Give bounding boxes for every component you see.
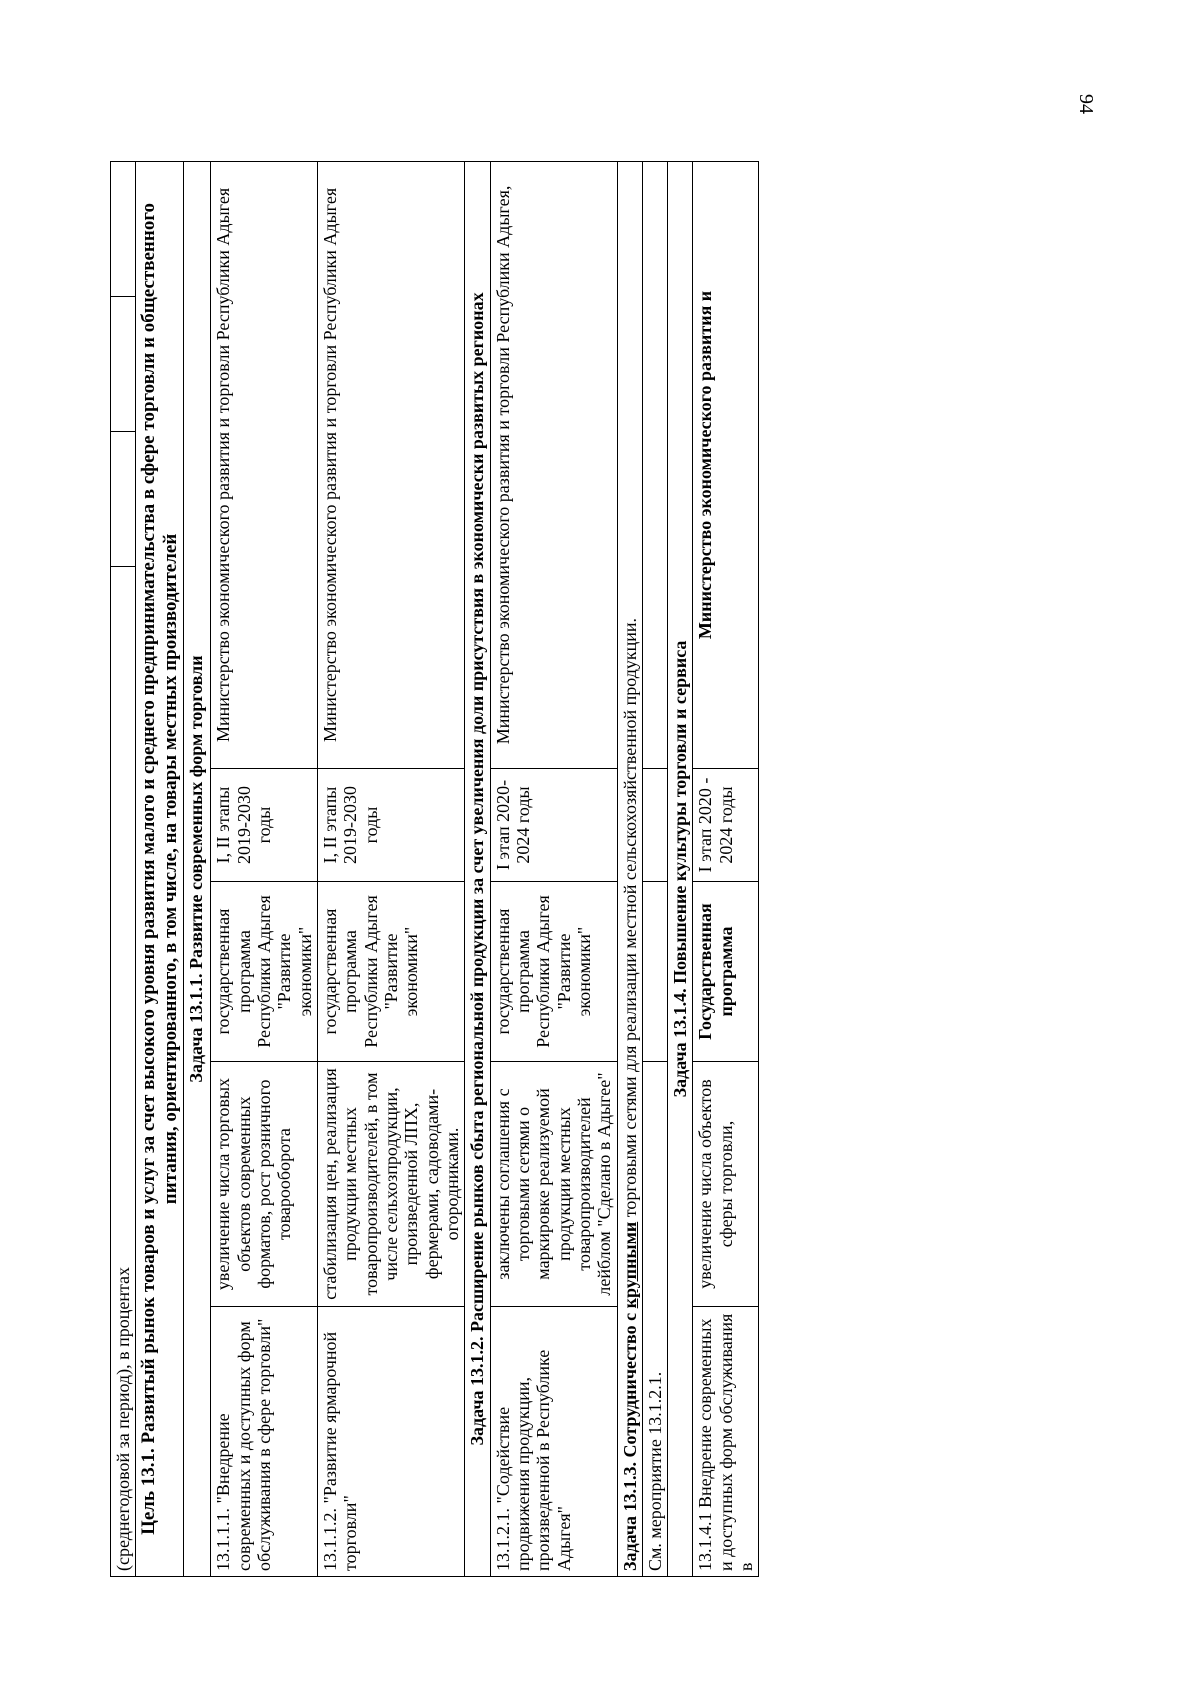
expected-result: увеличение числа торговых объектов современных форматов, рост розничного товарооборота bbox=[211, 1062, 318, 1307]
period: I этап 2020 - 2024 годы bbox=[693, 769, 759, 882]
task-1-4-title-row bbox=[668, 161, 693, 1576]
measure-row bbox=[693, 161, 759, 1576]
note-empty-cell-1 bbox=[642, 882, 667, 1062]
task-1-3-title bbox=[617, 161, 642, 1576]
measure-name: 13.1.4.1 Внедрение современных и доступных форм обслуживания в bbox=[693, 1307, 759, 1577]
header-empty-cell-3 bbox=[111, 161, 136, 296]
goal-title: Цель 13.1. Развитый рынок товаров и услуг за счет высокого уровня развития малого и среднего предпринимательства в сфере торговли и общественного питания, ориентированного, в том числе, на товары местных производителей bbox=[136, 161, 184, 1576]
measures-table bbox=[110, 161, 759, 1577]
note-empty-cell-2 bbox=[642, 769, 667, 882]
program-name: государственная программа Республики Адыгея "Развитие экономики" bbox=[490, 882, 617, 1062]
header-empty-cell-2 bbox=[111, 296, 136, 431]
header-cell: (среднегодовой за период), в процентах bbox=[111, 566, 136, 1576]
note-empty-cell-3 bbox=[642, 161, 667, 768]
executor: Министерство экономического развития и bbox=[693, 161, 759, 768]
executor: Министерство экономического развития и торговли Республики Адыгея bbox=[211, 161, 318, 768]
task-1-3-title-prefix: Задача 13.1.3. Сотрудничество с bbox=[619, 1308, 640, 1571]
header-continuation-row bbox=[111, 161, 136, 1576]
expected-result: стабилизация цен, реализация продукции местных товаропроизводителей, в том числе сельхозпродукции, произведенной ЛПХ, фермерами, садоводами-огородниками. bbox=[317, 1062, 464, 1307]
program-name: Государственная программа bbox=[693, 882, 759, 1062]
task-1-3-title-rest: торговыми сетями для реализации местной сельскохозяйственной продукции. bbox=[619, 617, 640, 1222]
measure-name: 13.1.1.2. "Развитие ярмарочной торговли" bbox=[317, 1307, 464, 1577]
task-1-3-title-underlined: крупными bbox=[619, 1221, 640, 1309]
program-name: государственная программа Республики Адыгея "Развитие экономики" bbox=[317, 882, 464, 1062]
period: I, II этапы 2019-2030 годы bbox=[317, 769, 464, 882]
executor: Министерство экономического развития и торговли Республики Адыгея, bbox=[490, 161, 617, 768]
task-1-3-title-row bbox=[617, 161, 642, 1576]
task-1-2-title-row bbox=[465, 161, 490, 1576]
measure-row bbox=[211, 161, 318, 1576]
header-empty-cell-1 bbox=[111, 431, 136, 566]
task-1-3-note-row bbox=[642, 161, 667, 1576]
period: I, II этапы 2019-2030 годы bbox=[211, 769, 318, 882]
period: I этап 2020-2024 годы bbox=[490, 769, 617, 882]
measure-row bbox=[317, 161, 464, 1576]
expected-result: заключены соглашения с торговыми сетями о маркировке реализуемой продукции местных товаропроизводителей лейблом "Сделано в Адыгее" bbox=[490, 1062, 617, 1307]
task-1-3-note: См. мероприятие 13.1.2.1. bbox=[642, 1062, 667, 1577]
task-1-1-title-row bbox=[184, 161, 211, 1576]
task-1-1-title: Задача 13.1.1. Развитие современных форм торговли bbox=[184, 161, 211, 1576]
measure-name: 13.1.1.1. "Внедрение современных и доступных форм обслуживания в сфере торговли" bbox=[211, 1307, 318, 1577]
rotated-page-area bbox=[110, 162, 1055, 1577]
goal-row bbox=[136, 161, 184, 1576]
measure-row bbox=[490, 161, 617, 1576]
rotated-table-container bbox=[110, 162, 1055, 1577]
task-1-4-title: Задача 13.1.4. Повышение культуры торговли и сервиса bbox=[668, 161, 693, 1576]
measure-name: 13.1.2.1. "Содействие продвижения продукции, произведенной в Республике Адыгея" bbox=[490, 1307, 617, 1577]
expected-result: увеличение числа объектов сферы торговли, bbox=[693, 1062, 759, 1307]
task-1-2-title: Задача 13.1.2. Расширение рынков сбыта региональной продукции за счет увеличения доли присутствия в экономически развитых регионах bbox=[465, 161, 490, 1576]
executor: Министерство экономического развития и торговли Республики Адыгея bbox=[317, 161, 464, 768]
page-number: 94 bbox=[1075, 94, 1097, 114]
program-name: государственная программа Республики Адыгея "Развитие экономики" bbox=[211, 882, 318, 1062]
